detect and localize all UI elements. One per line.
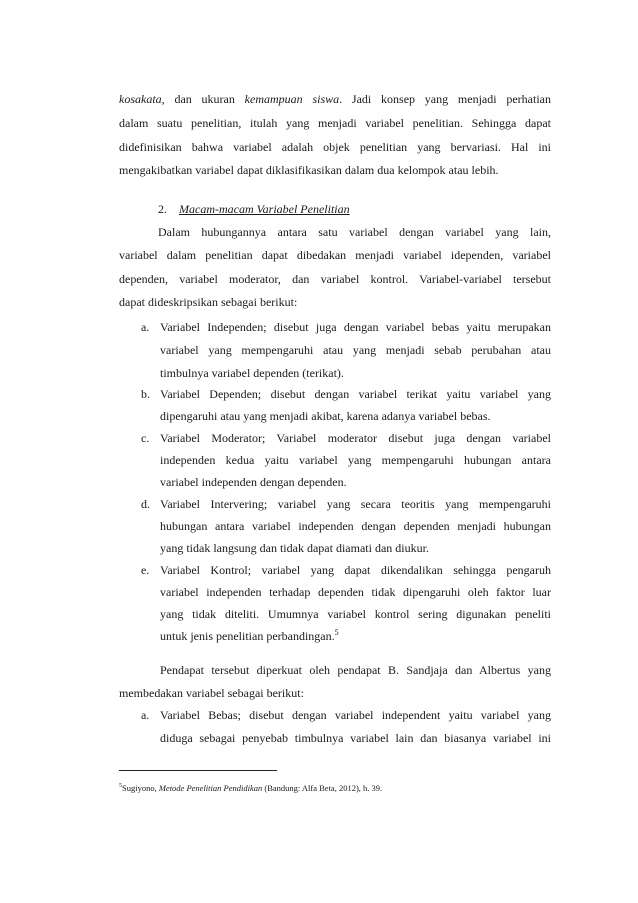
list-letter: d. <box>141 497 150 511</box>
paragraph-line <box>119 92 551 107</box>
list-letter: c. <box>141 431 150 445</box>
paragraph-line: Pendapat tersebut diperkuat oleh pendapat B. Sandjaja dan Albertus yang <box>160 663 551 677</box>
section-number: 2. <box>158 202 167 216</box>
paragraph-line: didefinisikan bahwa variabel adalah objek penelitian yang bervariasi. Hal ini <box>119 140 551 154</box>
footnote-title: Metode Penelitian Pendidikan <box>158 783 263 793</box>
list-item-line: yang tidak langsung dan tidak dapat diamati dan diukur. <box>160 541 429 555</box>
footnote-rest: (Bandung: Alfa Beta, 2012), h. 39. <box>262 783 383 793</box>
list-item-line: variabel yang mempengaruhi atau yang menjadi sebab perubahan atau <box>160 343 551 357</box>
list-item-line: Variabel Dependen; disebut dengan variabel terikat yaitu variabel yang <box>160 387 551 401</box>
paragraph-line: dalam suatu penelitian, itulah yang menjadi variabel penelitian. Sehingga dapat <box>119 116 551 130</box>
list-item-line: independen kedua yaitu variabel yang mempengaruhi hubungan antara <box>160 453 551 467</box>
text-span: , dan ukuran <box>161 92 245 106</box>
text-span: . Jadi konsep yang menjadi perhatian <box>339 92 551 106</box>
list-item-line: diduga sebagai penyebab timbulnya variabel lain dan biasanya variabel ini <box>160 731 551 745</box>
paragraph-line: dapat dideskripsikan sebagai berikut: <box>119 295 298 309</box>
footnote-divider <box>119 770 277 771</box>
paragraph-line: variabel dalam penelitian dapat dibedakan menjadi variabel idependen, variabel <box>119 248 551 262</box>
list-item-line: Variabel Independen; disebut juga dengan variabel bebas yaitu merupakan <box>160 320 551 334</box>
list-item-line: dipengaruhi atau yang menjadi akibat, karena adanya variabel bebas. <box>160 409 491 423</box>
paragraph-line: mengakibatkan variabel dapat diklasifikasikan dalam dua kelompok atau lebih. <box>119 163 499 177</box>
list-item-line: yang tidak diteliti. Umumnya variabel kontrol sering digunakan peneliti <box>160 607 551 621</box>
italic-term: kosakata <box>119 92 162 106</box>
list-item-line: timbulnya variabel dependen (terikat). <box>160 366 344 380</box>
list-letter: b. <box>141 387 150 401</box>
footnote-ref: 5 <box>334 628 339 637</box>
list-letter: e. <box>141 563 150 577</box>
section-heading <box>158 202 350 217</box>
list-letter: a. <box>141 320 150 334</box>
footnote <box>119 783 382 794</box>
list-item-line: hubungan antara variabel independen dengan dependen menjadi hubungan <box>160 519 551 533</box>
section-title: Macam-macam Variabel Penelitian <box>179 202 350 216</box>
list-item-line: Variabel Bebas; disebut dengan variabel independent yaitu variabel yang <box>160 708 551 722</box>
list-item-line <box>160 629 339 644</box>
list-item-line: variabel independen terhadap dependen tidak dipengaruhi oleh faktor luar <box>160 585 551 599</box>
paragraph-line: Dalam hubungannya antara satu variabel dengan variabel yang lain, <box>158 225 551 239</box>
list-letter: a. <box>141 708 150 722</box>
list-item-text: untuk jenis penelitian perbandingan. <box>160 629 335 643</box>
list-item-line: Variabel Moderator; Variabel moderator disebut juga dengan variabel <box>160 431 551 445</box>
italic-term: kemampuan siswa <box>244 92 340 106</box>
footnote-number: 5 <box>119 783 122 790</box>
paragraph-line: membedakan variabel sebagai berikut: <box>119 686 304 700</box>
paragraph-line: dependen, variabel moderator, dan variabel kontrol. Variabel-variabel tersebut <box>119 272 551 286</box>
footnote-author: Sugiyono, <box>122 783 159 793</box>
list-item-line: Variabel Kontrol; variabel yang dapat dikendalikan sehingga pengaruh <box>160 563 551 577</box>
list-item-line: Variabel Intervering; variabel yang secara teoritis yang mempengaruhi <box>160 497 551 511</box>
list-item-line: variabel independen dengan dependen. <box>160 475 347 489</box>
